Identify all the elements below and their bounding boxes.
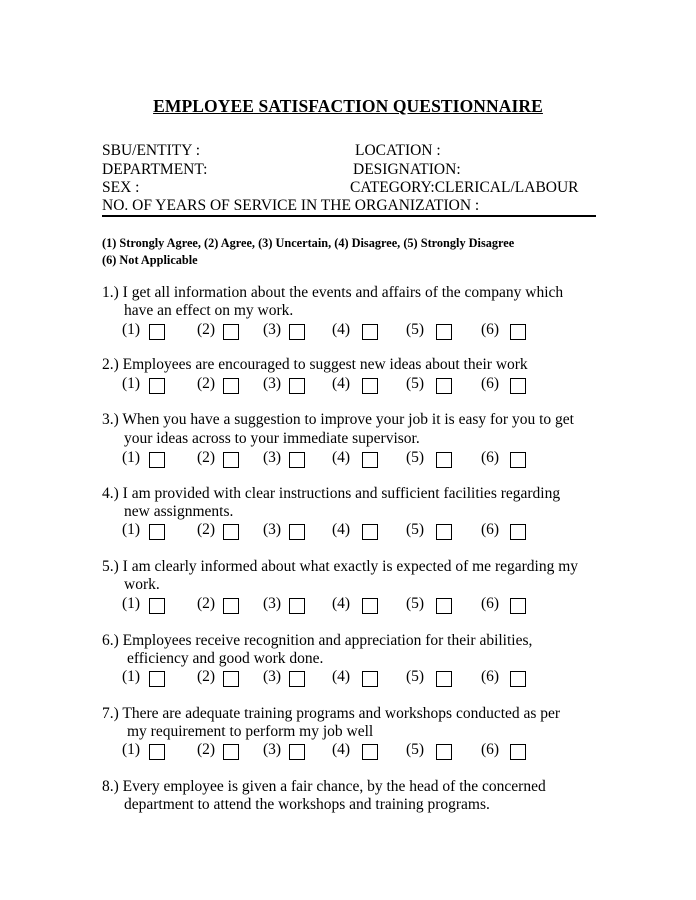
question-3-option-6-label: (6) — [481, 449, 500, 466]
question-5-option-3-checkbox[interactable] — [289, 598, 305, 614]
question-6-option-3-label: (3) — [263, 668, 282, 685]
question-2-option-5-label: (5) — [406, 375, 425, 392]
question-5-text-cont: work. — [124, 576, 160, 593]
question-7-option-2-checkbox[interactable] — [223, 744, 239, 760]
question-6-option-1-label: (1) — [122, 668, 141, 685]
question-2-option-5-checkbox[interactable] — [436, 378, 452, 394]
question-2-option-3-checkbox[interactable] — [289, 378, 305, 394]
question-3-option-3-label: (3) — [263, 449, 282, 466]
question-1-option-5-checkbox[interactable] — [436, 324, 452, 340]
question-3-option-5-checkbox[interactable] — [436, 452, 452, 468]
question-5-text: 5.) I am clearly informed about what exactly is expected of me regarding my — [102, 558, 579, 575]
question-3-option-6-checkbox[interactable] — [510, 452, 526, 468]
question-3-option-1-checkbox[interactable] — [149, 452, 165, 468]
question-5-option-5-checkbox[interactable] — [436, 598, 452, 614]
question-5-option-6-checkbox[interactable] — [510, 598, 526, 614]
question-6-option-5-checkbox[interactable] — [436, 671, 452, 687]
question-7-option-2-label: (2) — [197, 741, 216, 758]
question-2-option-1-label: (1) — [122, 375, 141, 392]
category-label: CATEGORY:CLERICAL/LABOUR — [350, 179, 579, 196]
question-7-text-cont: my requirement to perform my job well — [127, 723, 374, 740]
question-4-option-4-label: (4) — [332, 521, 351, 538]
question-3-option-4-label: (4) — [332, 449, 351, 466]
scale-legend-line-1: (1) Strongly Agree, (2) Agree, (3) Uncertain, (4) Disagree, (5) Strongly Disagree — [102, 236, 515, 250]
question-1-option-6-label: (6) — [481, 321, 500, 338]
question-4-option-3-checkbox[interactable] — [289, 524, 305, 540]
question-6-option-6-label: (6) — [481, 668, 500, 685]
question-6-option-4-label: (4) — [332, 668, 351, 685]
question-2-option-4-label: (4) — [332, 375, 351, 392]
question-7-option-6-checkbox[interactable] — [510, 744, 526, 760]
question-4-option-3-label: (3) — [263, 521, 282, 538]
question-4-option-1-label: (1) — [122, 521, 141, 538]
question-7-option-4-label: (4) — [332, 741, 351, 758]
question-7-option-3-label: (3) — [263, 741, 282, 758]
question-4-option-5-label: (5) — [406, 521, 425, 538]
question-6-option-2-label: (2) — [197, 668, 216, 685]
question-1-option-4-label: (4) — [332, 321, 351, 338]
question-2-option-2-checkbox[interactable] — [223, 378, 239, 394]
question-3-option-1-label: (1) — [122, 449, 141, 466]
question-5-option-2-label: (2) — [197, 595, 216, 612]
question-4-option-5-checkbox[interactable] — [436, 524, 452, 540]
designation-label: DESIGNATION: — [353, 161, 461, 178]
question-6-option-6-checkbox[interactable] — [510, 671, 526, 687]
question-4-option-2-label: (2) — [197, 521, 216, 538]
question-4-option-6-label: (6) — [481, 521, 500, 538]
question-3-option-2-label: (2) — [197, 449, 216, 466]
question-1-option-6-checkbox[interactable] — [510, 324, 526, 340]
question-5-option-3-label: (3) — [263, 595, 282, 612]
question-4-option-6-checkbox[interactable] — [510, 524, 526, 540]
question-1-option-4-checkbox[interactable] — [362, 324, 378, 340]
question-6-option-5-label: (5) — [406, 668, 425, 685]
sex-label: SEX : — [102, 179, 140, 196]
question-6-option-3-checkbox[interactable] — [289, 671, 305, 687]
question-2-option-2-label: (2) — [197, 375, 216, 392]
question-5-option-4-label: (4) — [332, 595, 351, 612]
question-6-text: 6.) Employees receive recognition and appreciation for their abilities, — [102, 632, 533, 649]
question-1-option-5-label: (5) — [406, 321, 425, 338]
question-7-option-5-checkbox[interactable] — [436, 744, 452, 760]
sbu-entity-label: SBU/ENTITY : — [102, 142, 201, 159]
question-5-option-5-label: (5) — [406, 595, 425, 612]
question-2-text: 2.) Employees are encouraged to suggest new ideas about their work — [102, 356, 528, 373]
location-label: LOCATION : — [355, 142, 441, 159]
question-8-text: 8.) Every employee is given a fair chance, by the head of the concerned — [102, 778, 546, 795]
question-1-option-3-label: (3) — [263, 321, 282, 338]
question-4-text-cont: new assignments. — [124, 503, 234, 520]
question-7-text: 7.) There are adequate training programs and workshops conducted as per — [102, 705, 561, 722]
question-4-option-2-checkbox[interactable] — [223, 524, 239, 540]
question-4-text: 4.) I am provided with clear instructions and sufficient facilities regarding — [102, 485, 561, 502]
question-5-option-1-label: (1) — [122, 595, 141, 612]
question-6-option-2-checkbox[interactable] — [223, 671, 239, 687]
question-3-text-cont: your ideas across to your immediate supervisor. — [124, 430, 420, 447]
question-7-option-5-label: (5) — [406, 741, 425, 758]
question-7-option-6-label: (6) — [481, 741, 500, 758]
question-7-option-3-checkbox[interactable] — [289, 744, 305, 760]
question-7-option-1-checkbox[interactable] — [149, 744, 165, 760]
question-1-text: 1.) I get all information about the events and affairs of the company which — [102, 284, 564, 301]
question-5-option-4-checkbox[interactable] — [362, 598, 378, 614]
question-6-option-1-checkbox[interactable] — [149, 671, 165, 687]
question-6-option-4-checkbox[interactable] — [362, 671, 378, 687]
question-1-option-1-checkbox[interactable] — [149, 324, 165, 340]
header-divider — [102, 215, 596, 217]
question-2-option-1-checkbox[interactable] — [149, 378, 165, 394]
question-6-text-cont: efficiency and good work done. — [127, 650, 324, 667]
question-1-option-2-label: (2) — [197, 321, 216, 338]
question-5-option-2-checkbox[interactable] — [223, 598, 239, 614]
question-7-option-4-checkbox[interactable] — [362, 744, 378, 760]
question-1-option-3-checkbox[interactable] — [289, 324, 305, 340]
department-label: DEPARTMENT: — [102, 161, 208, 178]
years-of-service-label: NO. OF YEARS OF SERVICE IN THE ORGANIZATION : — [102, 197, 480, 214]
question-2-option-3-label: (3) — [263, 375, 282, 392]
question-2-option-6-checkbox[interactable] — [510, 378, 526, 394]
question-3-option-5-label: (5) — [406, 449, 425, 466]
question-5-option-1-checkbox[interactable] — [149, 598, 165, 614]
question-4-option-1-checkbox[interactable] — [149, 524, 165, 540]
question-2-option-6-label: (6) — [481, 375, 500, 392]
question-3-option-3-checkbox[interactable] — [289, 452, 305, 468]
question-8-text-cont: department to attend the workshops and training programs. — [124, 796, 490, 813]
question-7-option-1-label: (1) — [122, 741, 141, 758]
question-4-option-4-checkbox[interactable] — [362, 524, 378, 540]
question-3-option-4-checkbox[interactable] — [362, 452, 378, 468]
question-1-option-1-label: (1) — [122, 321, 141, 338]
question-2-option-4-checkbox[interactable] — [362, 378, 378, 394]
question-5-option-6-label: (6) — [481, 595, 500, 612]
page-title: EMPLOYEE SATISFACTION QUESTIONNAIRE — [153, 96, 543, 116]
scale-legend-line-2: (6) Not Applicable — [102, 253, 198, 267]
question-3-option-2-checkbox[interactable] — [223, 452, 239, 468]
question-1-option-2-checkbox[interactable] — [223, 324, 239, 340]
question-1-text-cont: have an effect on my work. — [124, 302, 294, 319]
question-3-text: 3.) When you have a suggestion to improve your job it is easy for you to get — [102, 411, 574, 428]
